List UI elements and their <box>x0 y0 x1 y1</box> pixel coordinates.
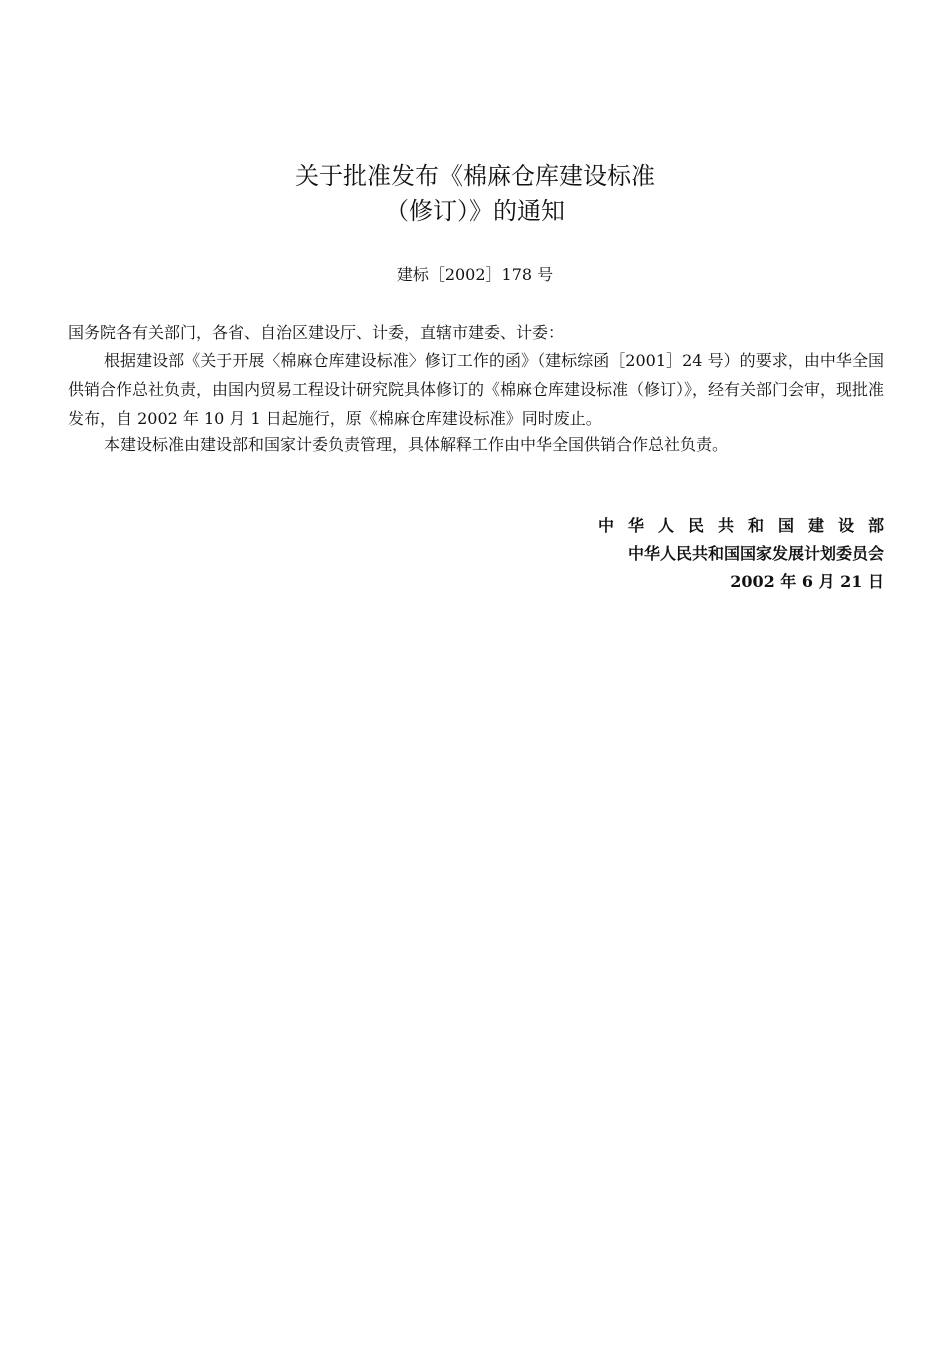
signature-date: 2002 年 6 月 21 日 <box>730 572 884 591</box>
body-paragraph-1: 根据建设部《关于开展〈棉麻仓库建设标准〉修订工作的函》（建标综函［2001］24 号）的要求，由中华全国供销合作总社负责，由国内贸易工程设计研究院具体修订的《棉麻仓库建设标准（修订）》，经有关部门会审，现批准发布，自 2002 年 10 月 1 日起施行，原《棉麻仓库建设标准》同时废止。 <box>68 351 885 428</box>
document-title-line2: （修订）》的通知 <box>385 197 565 225</box>
signatory-ministry-of-construction: 中华人民共和国建设部 <box>597 516 898 535</box>
signatory-planning-commission: 中华人民共和国国家发展计划委员会 <box>627 544 884 563</box>
body-paragraph-2: 本建设标准由建设部和国家计委负责管理，具体解释工作由中华全国供销合作总社负责。 <box>104 435 729 454</box>
salutation: 国务院各有关部门，各省、自治区建设厅、计委，直辖市建委、计委： <box>68 323 565 342</box>
document-number: 建标［2002］178 号 <box>396 265 554 284</box>
document-title-line1: 关于批准发布《棉麻仓库建设标准 <box>295 162 655 190</box>
